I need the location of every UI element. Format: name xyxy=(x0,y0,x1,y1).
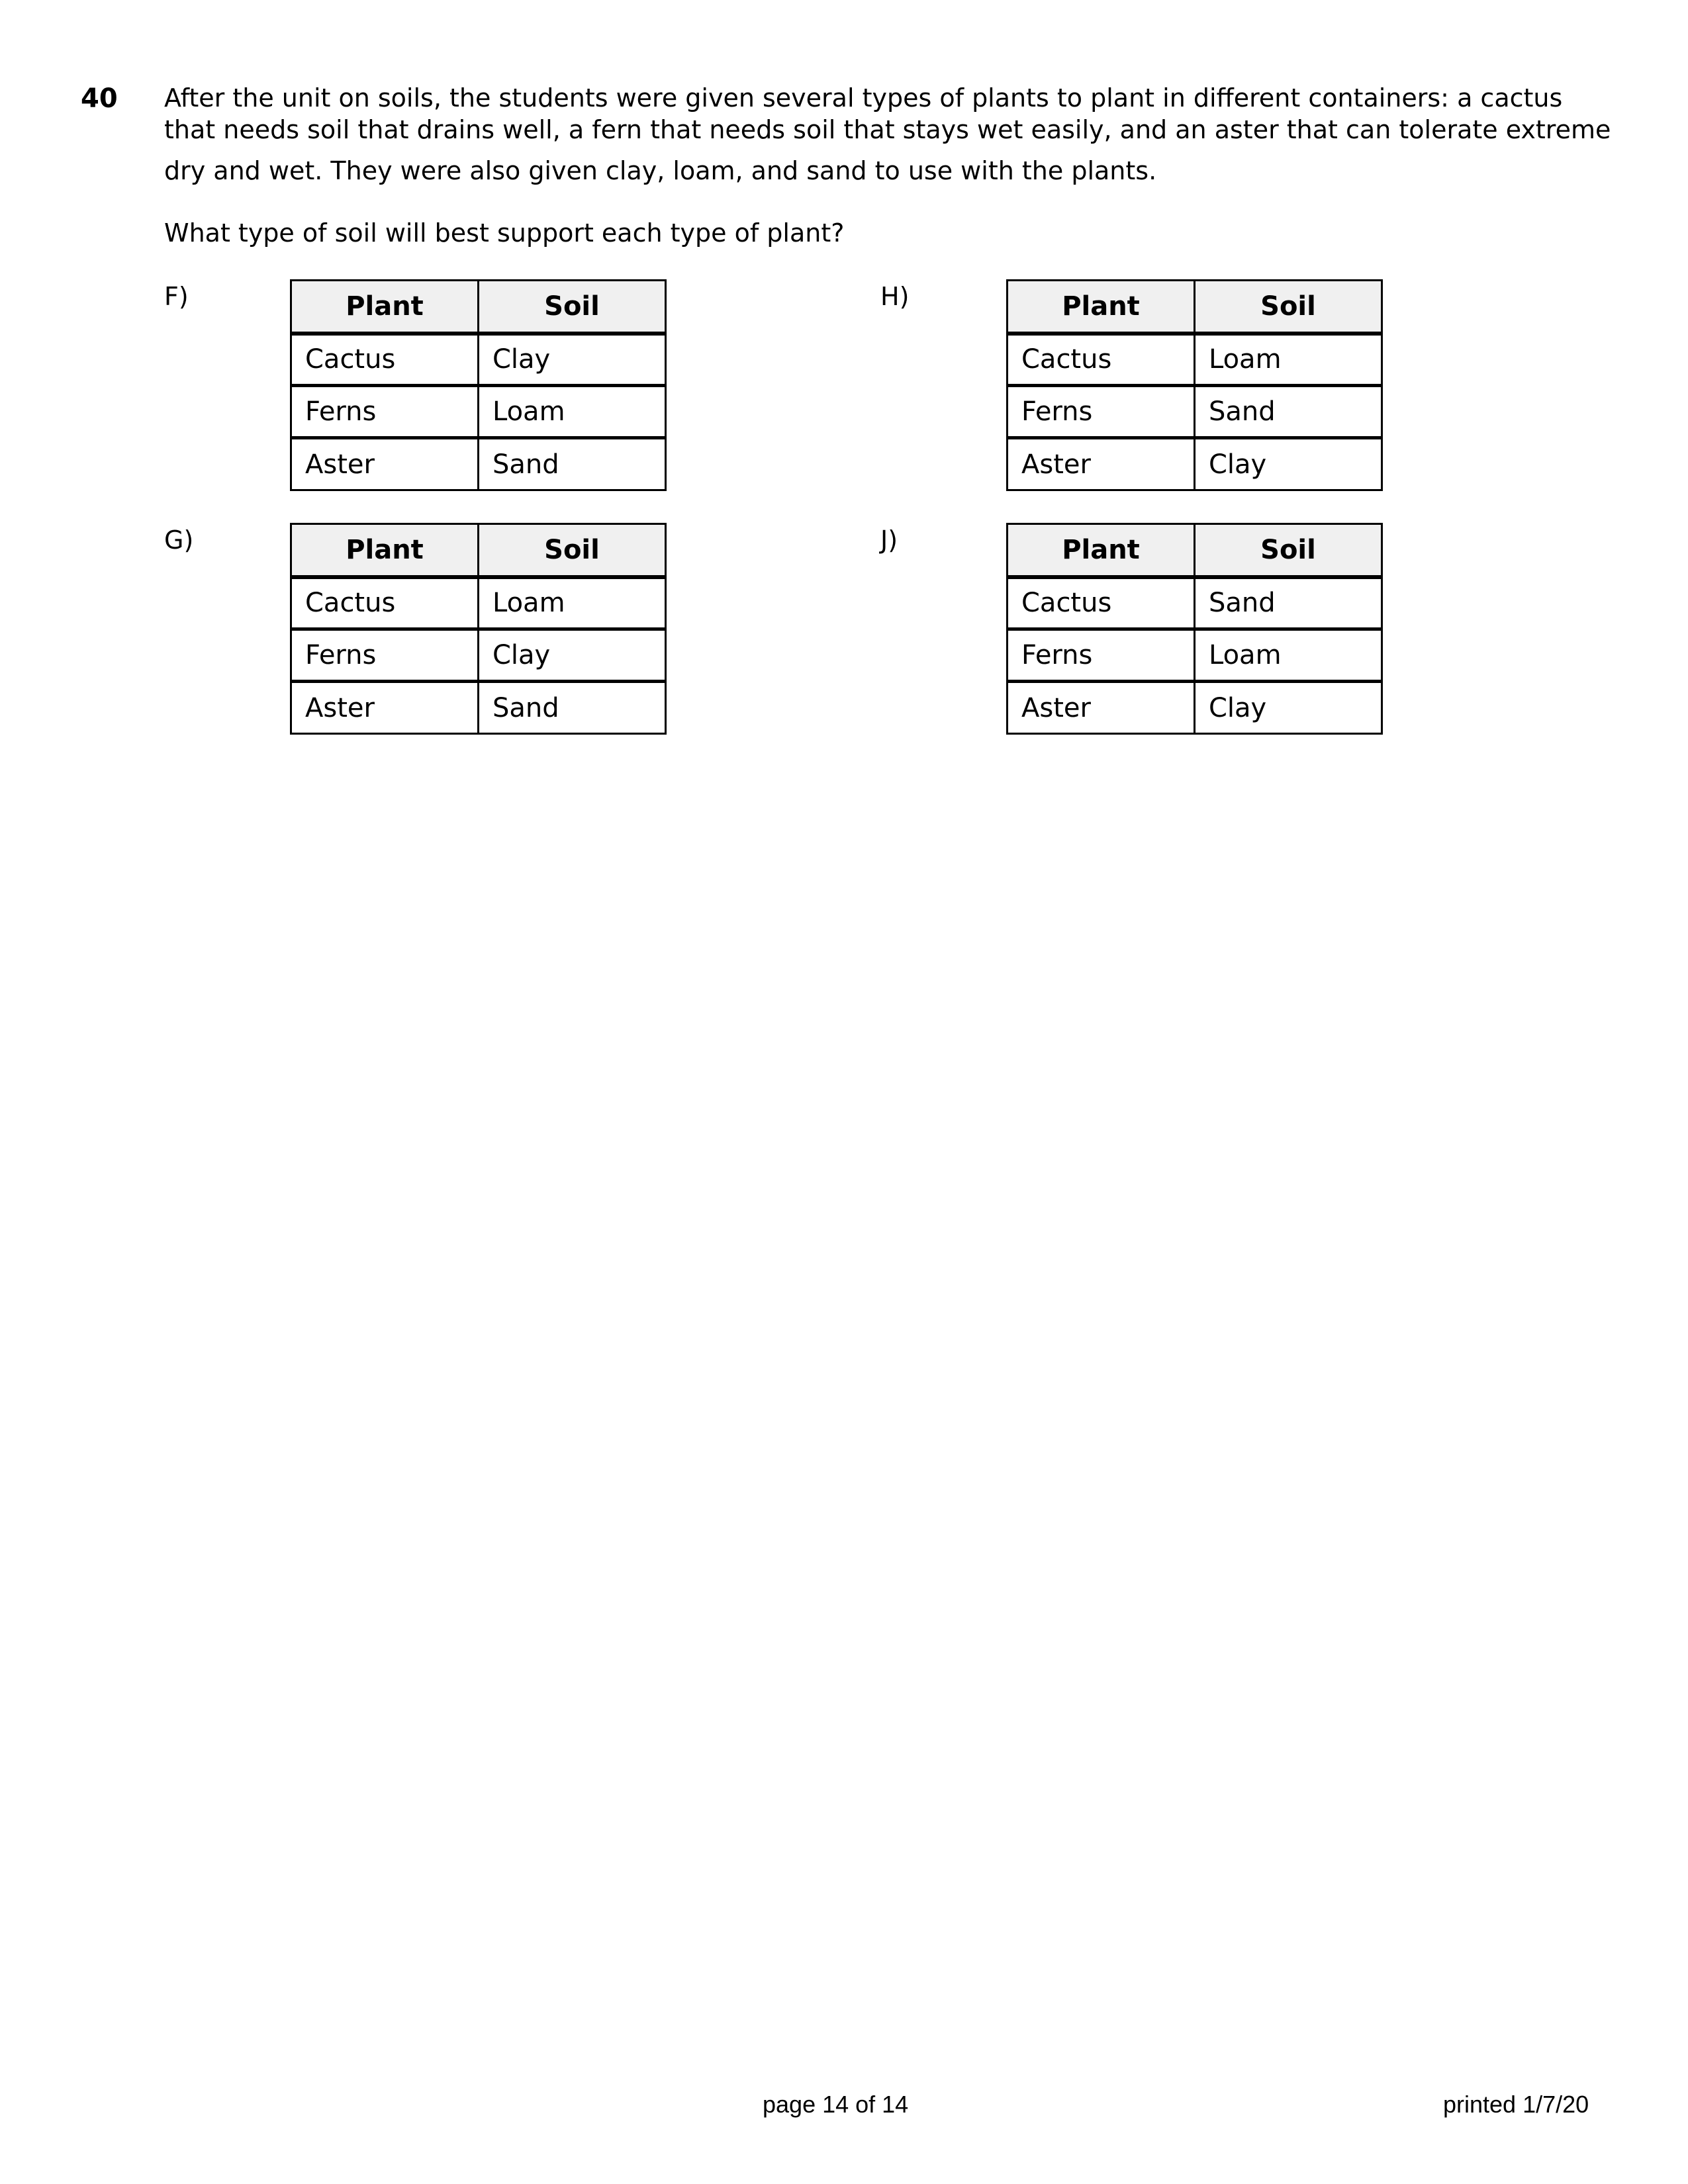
table-header-row xyxy=(291,281,666,334)
soil-cell: Clay xyxy=(479,334,666,386)
option-f-label[interactable]: F) xyxy=(164,282,189,311)
soil-cell: Loam xyxy=(479,386,666,438)
option-h-table xyxy=(1006,279,1383,491)
option-g-label[interactable]: G) xyxy=(164,525,194,555)
option-g-table xyxy=(290,523,667,735)
header-plant: Plant xyxy=(291,281,479,334)
header-soil: Soil xyxy=(479,524,666,577)
table-row xyxy=(291,629,666,682)
plant-cell: Ferns xyxy=(291,386,479,438)
option-j-label[interactable]: J) xyxy=(880,525,898,555)
soil-cell: Clay xyxy=(479,629,666,682)
stem-line-1: After the unit on soils, the students were given several types of plants to plant in different containers: a cactus xyxy=(164,83,1563,113)
plant-cell: Cactus xyxy=(1008,334,1195,386)
header-plant: Plant xyxy=(1008,524,1195,577)
soil-cell: Sand xyxy=(479,438,666,490)
table-row xyxy=(1008,386,1382,438)
question-stem xyxy=(164,82,1620,187)
plant-cell: Aster xyxy=(1008,438,1195,490)
soil-cell: Sand xyxy=(1195,386,1382,438)
soil-cell: Loam xyxy=(1195,629,1382,682)
plant-cell: Cactus xyxy=(291,577,479,629)
table-row xyxy=(291,438,666,490)
page-number: page 14 of 14 xyxy=(763,2091,909,2118)
option-j-table xyxy=(1006,523,1383,735)
table-row xyxy=(1008,438,1382,490)
table-row xyxy=(291,334,666,386)
soil-cell: Clay xyxy=(1195,438,1382,490)
printed-date: printed 1/7/20 xyxy=(1443,2091,1589,2118)
table-row xyxy=(1008,629,1382,682)
option-f-table xyxy=(290,279,667,491)
header-plant: Plant xyxy=(291,524,479,577)
plant-cell: Ferns xyxy=(291,629,479,682)
plant-cell: Cactus xyxy=(1008,577,1195,629)
plant-cell: Cactus xyxy=(291,334,479,386)
table-row xyxy=(1008,334,1382,386)
plant-cell: Aster xyxy=(291,438,479,490)
soil-cell: Loam xyxy=(1195,334,1382,386)
soil-cell: Clay xyxy=(1195,682,1382,734)
table-row xyxy=(291,682,666,734)
table-header-row xyxy=(1008,524,1382,577)
question-prompt: What type of soil will best support each type of plant? xyxy=(164,218,845,248)
plant-cell: Ferns xyxy=(1008,629,1195,682)
table-header-row xyxy=(1008,281,1382,334)
table-row xyxy=(291,386,666,438)
plant-cell: Aster xyxy=(1008,682,1195,734)
header-soil: Soil xyxy=(479,281,666,334)
table-header-row xyxy=(291,524,666,577)
header-soil: Soil xyxy=(1195,524,1382,577)
header-plant: Plant xyxy=(1008,281,1195,334)
soil-cell: Sand xyxy=(479,682,666,734)
plant-cell: Ferns xyxy=(1008,386,1195,438)
header-soil: Soil xyxy=(1195,281,1382,334)
option-h-label[interactable]: H) xyxy=(880,282,910,311)
stem-line-2: that needs soil that drains well, a fern that needs soil that stays wet easily, and an aster that can tolerate extreme xyxy=(164,115,1611,144)
soil-cell: Sand xyxy=(1195,577,1382,629)
plant-cell: Aster xyxy=(291,682,479,734)
table-row xyxy=(1008,577,1382,629)
table-row xyxy=(1008,682,1382,734)
question-number: 40 xyxy=(81,83,118,114)
stem-line-3: dry and wet. They were also given clay, loam, and sand to use with the plants. xyxy=(164,156,1157,185)
soil-cell: Loam xyxy=(479,577,666,629)
table-row xyxy=(291,577,666,629)
